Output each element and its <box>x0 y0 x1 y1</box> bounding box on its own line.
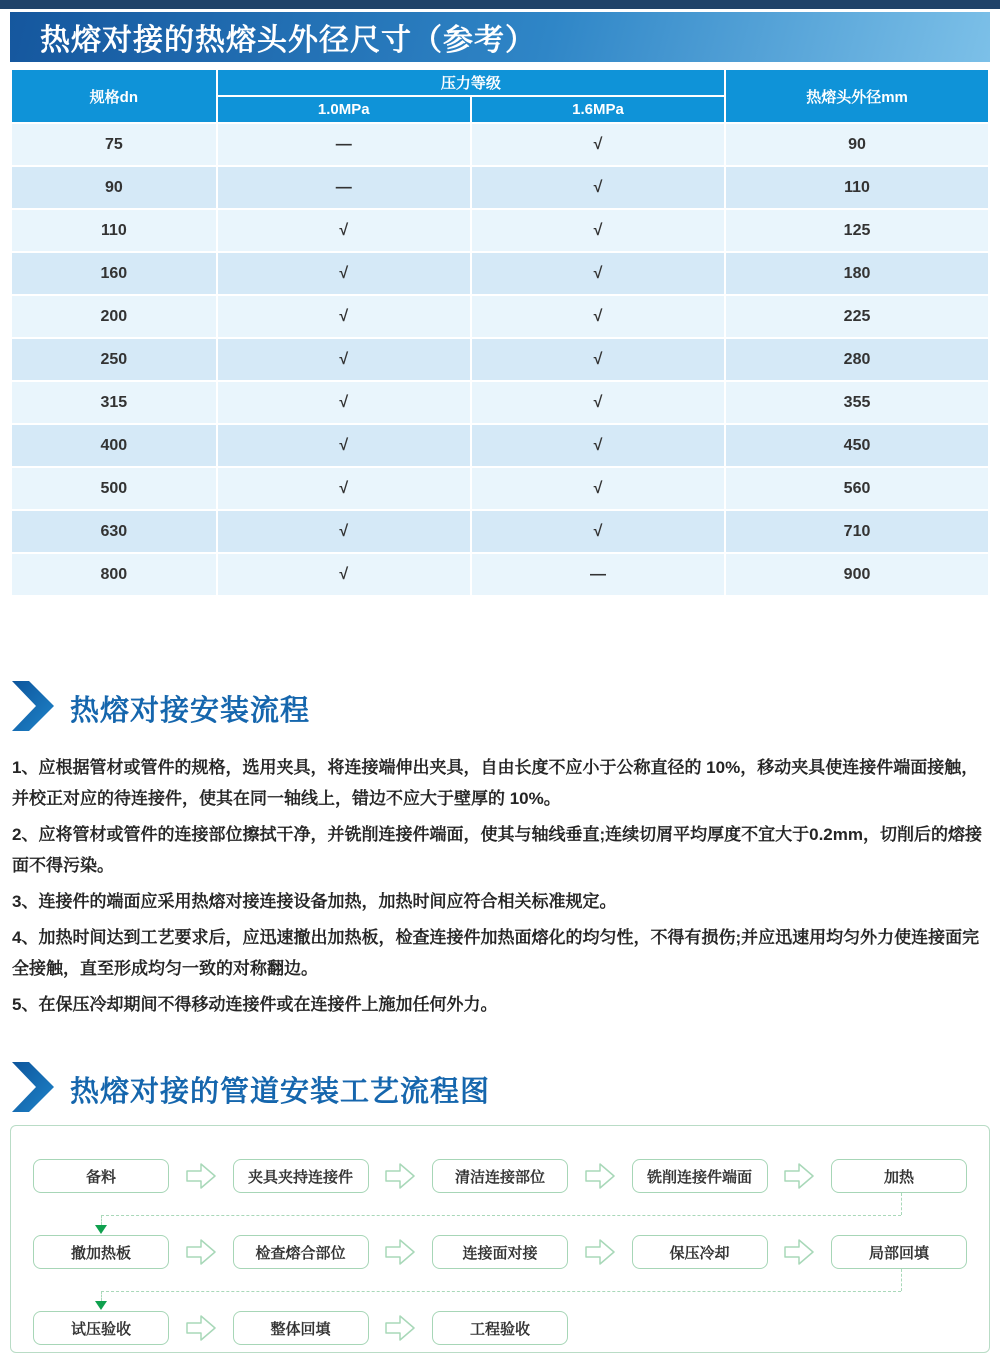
cell-od: 125 <box>726 210 988 251</box>
flow-connector-line <box>101 1291 102 1301</box>
cell-od: 225 <box>726 296 988 337</box>
cell-dn: 160 <box>12 253 216 294</box>
table-row <box>12 554 988 595</box>
cell-od: 560 <box>726 468 988 509</box>
arrow-down-solid-icon <box>95 1225 107 1234</box>
cell-dn: 400 <box>12 425 216 466</box>
cell-p10: √ <box>218 554 470 595</box>
section-heading-flow-diagram <box>10 1062 990 1117</box>
cell-od: 280 <box>726 339 988 380</box>
flow-step-box: 撤加热板 <box>33 1235 169 1269</box>
cell-p16: √ <box>472 468 724 509</box>
table-row <box>12 253 988 294</box>
cell-od: 355 <box>726 382 988 423</box>
install-process-text <box>12 752 988 1020</box>
arrow-right-outline-icon <box>768 1163 832 1189</box>
flow-connector-line <box>101 1291 901 1292</box>
flow-step-box: 试压验收 <box>33 1311 169 1345</box>
cell-p16: √ <box>472 425 724 466</box>
col-header-1.6mpa: 1.6MPa <box>472 97 724 122</box>
arrow-right-outline-icon <box>369 1239 433 1265</box>
col-header-od: 热熔头外径mm <box>726 70 988 122</box>
cell-p16: √ <box>472 124 724 165</box>
flow-step-box: 局部回填 <box>831 1235 967 1269</box>
flow-connector-line <box>101 1215 901 1216</box>
cell-p10: √ <box>218 382 470 423</box>
process-step-3: 3、连接件的端面应采用热熔对接连接设备加热，加热时间应符合相关标准规定。 <box>12 892 617 911</box>
chevron-right-icon <box>10 1062 54 1117</box>
cell-p16: √ <box>472 511 724 552</box>
cell-dn: 800 <box>12 554 216 595</box>
cell-dn: 315 <box>12 382 216 423</box>
table-row <box>12 468 988 509</box>
chevron-right-icon <box>10 681 54 736</box>
flow-step-box: 整体回填 <box>233 1311 369 1345</box>
flow-step-box: 保压冷却 <box>632 1235 768 1269</box>
process-step-2: 2、应将管材或管件的连接部位擦拭干净，并铣削连接件端面，使其与轴线垂直;连续切屑平均厚度不宜大于0.2mm，切削后的熔接面不得污染。 <box>12 825 982 875</box>
cell-od: 90 <box>726 124 988 165</box>
table-row <box>12 167 988 208</box>
cell-p16: √ <box>472 382 724 423</box>
flow-connector-line <box>101 1215 102 1225</box>
table-row <box>12 425 988 466</box>
cell-p10: √ <box>218 425 470 466</box>
flow-row-2 <box>33 1235 967 1269</box>
cell-p10: √ <box>218 296 470 337</box>
arrow-down-solid-icon <box>95 1301 107 1310</box>
arrow-right-outline-icon <box>568 1163 632 1189</box>
top-strip <box>0 0 1000 9</box>
table-row <box>12 210 988 251</box>
col-header-pressure: 压力等级 <box>218 70 724 95</box>
cell-dn: 250 <box>12 339 216 380</box>
arrow-right-outline-icon <box>768 1239 832 1265</box>
spec-table <box>10 68 990 597</box>
flow-connector-line <box>901 1269 902 1291</box>
flow-step-box: 连接面对接 <box>432 1235 568 1269</box>
col-header-spec: 规格dn <box>12 70 216 122</box>
table-row <box>12 124 988 165</box>
process-step-1: 1、应根据管材或管件的规格，选用夹具，将连接端伸出夹具，自由长度不应小于公称直径的 10%，移动夹具使连接件端面接触，并校正对应的待连接件，使其在同一轴线上，错边不应大于壁厚的 10%。 <box>12 758 979 808</box>
arrow-right-outline-icon <box>369 1315 433 1341</box>
table-row <box>12 339 988 380</box>
table-row <box>12 382 988 423</box>
cell-dn: 500 <box>12 468 216 509</box>
cell-od: 450 <box>726 425 988 466</box>
cell-p16: √ <box>472 167 724 208</box>
flow-step-box: 铣削连接件端面 <box>632 1159 768 1193</box>
table-row <box>12 296 988 337</box>
process-step-5: 5、在保压冷却期间不得移动连接件或在连接件上施加任何外力。 <box>12 995 498 1014</box>
cell-dn: 630 <box>12 511 216 552</box>
col-header-1.0mpa: 1.0MPa <box>218 97 470 122</box>
cell-p10: — <box>218 167 470 208</box>
flow-step-box: 清洁连接部位 <box>432 1159 568 1193</box>
cell-p16: √ <box>472 253 724 294</box>
cell-p10: — <box>218 124 470 165</box>
flow-row-3 <box>33 1311 967 1345</box>
flow-connector-line <box>901 1193 902 1215</box>
cell-p16: — <box>472 554 724 595</box>
flow-diagram <box>10 1125 990 1353</box>
flow-step-box: 夹具夹持连接件 <box>233 1159 369 1193</box>
flow-step-box: 加热 <box>831 1159 967 1193</box>
cell-dn: 200 <box>12 296 216 337</box>
flow-step-box: 工程验收 <box>432 1311 568 1345</box>
cell-p10: √ <box>218 468 470 509</box>
page-title: 热熔对接的热熔头外径尺寸（参考） <box>40 24 536 57</box>
section-title: 热熔对接的管道安装工艺流程图 <box>70 1076 491 1108</box>
cell-p16: √ <box>472 296 724 337</box>
title-banner <box>10 12 990 62</box>
section-heading-install-process <box>10 681 990 736</box>
table-row <box>12 511 988 552</box>
cell-dn: 110 <box>12 210 216 251</box>
flow-step-box: 检查熔合部位 <box>233 1235 369 1269</box>
cell-p10: √ <box>218 511 470 552</box>
cell-od: 180 <box>726 253 988 294</box>
arrow-right-outline-icon <box>568 1239 632 1265</box>
cell-p10: √ <box>218 339 470 380</box>
spec-table-wrap <box>10 68 990 597</box>
arrow-right-outline-icon <box>169 1239 233 1265</box>
section-title: 热熔对接安装流程 <box>70 695 311 727</box>
flow-step-box: 备料 <box>33 1159 169 1193</box>
process-step-4: 4、加热时间达到工艺要求后，应迅速撤出加热板，检查连接件加热面熔化的均匀性，不得有损伤;并应迅速用均匀外力使连接面完全接触，直至形成均匀一致的对称翻边。 <box>12 928 980 978</box>
cell-od: 900 <box>726 554 988 595</box>
cell-dn: 75 <box>12 124 216 165</box>
cell-p16: √ <box>472 339 724 380</box>
arrow-right-outline-icon <box>169 1315 233 1341</box>
arrow-right-outline-icon <box>369 1163 433 1189</box>
cell-p10: √ <box>218 253 470 294</box>
flow-row-1 <box>33 1159 967 1193</box>
cell-p10: √ <box>218 210 470 251</box>
cell-od: 110 <box>726 167 988 208</box>
cell-p16: √ <box>472 210 724 251</box>
arrow-right-outline-icon <box>169 1163 233 1189</box>
cell-dn: 90 <box>12 167 216 208</box>
cell-od: 710 <box>726 511 988 552</box>
